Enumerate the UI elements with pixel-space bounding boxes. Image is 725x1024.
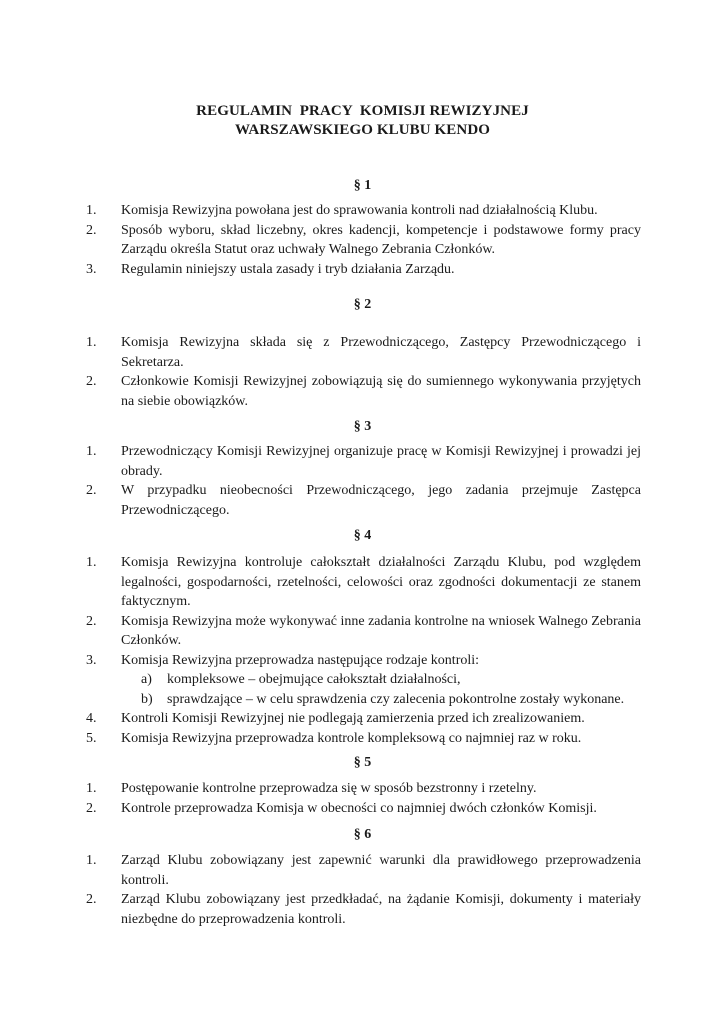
item-number: 4. xyxy=(86,711,97,726)
item-number: 2. xyxy=(86,613,97,629)
item-text: Sposób wyboru, skład liczebny, okres kadencji, kompetencje i podstawowe formy pracy Zarządu określa Statut oraz uchwały Walnego Zebrania Członków. xyxy=(121,222,641,257)
item-number: 1. xyxy=(86,853,97,868)
section-6-heading: § 6 xyxy=(353,827,372,842)
sub-item-letter: b) xyxy=(141,691,153,707)
item-text: Członkowie Komisji Rewizyjnej zobowiązują się do sumiennego wykonywania przyjętych na siebie obowiązków. xyxy=(121,374,641,409)
title-line-2: WARSZAWSKIEGO KLUBU KENDO xyxy=(234,122,491,138)
item-text: Komisja Rewizyjna może wykonywać inne zadania kontrolne na wniosek Walnego Zebrania Członków. xyxy=(121,613,641,648)
item-text: Komisja Rewizyjna powołana jest do sprawowania kontroli nad działalnością Klubu. xyxy=(121,203,598,218)
section-5-heading: § 5 xyxy=(353,755,372,770)
item-text: Zarząd Klubu zobowiązany jest przedkładać, na żądanie Komisji, dokumenty i materiały niezbędne do przeprowadzenia kontroli. xyxy=(121,892,641,927)
item-number: 1. xyxy=(86,555,97,570)
item-text: W przypadku nieobecności Przewodniczącego, jego zadania przejmuje Zastępca Przewodniczącego. xyxy=(121,483,641,518)
item-number: 1. xyxy=(86,781,97,796)
item-number: 3. xyxy=(86,652,97,668)
item-text: Komisja Rewizyjna kontroluje całokształt działalności Zarządu Klubu, pod względem legalności, gospodarności, rzetelności, celowości oraz zgodności dokumentacji ze stanem faktycznym. xyxy=(121,555,641,609)
document-title xyxy=(0,102,725,140)
item-text: Kontroli Komisji Rewizyjnej nie podlegają zamierzenia przed ich zrealizowaniem. xyxy=(121,711,585,726)
item-number: 1. xyxy=(86,335,97,350)
item-number: 5. xyxy=(86,730,97,746)
item-text: Postępowanie kontrolne przeprowadza się w sposób bezstronny i rzetelny. xyxy=(121,781,537,796)
item-number: 2. xyxy=(86,892,97,907)
item-number: 2. xyxy=(86,483,97,498)
item-number: 2. xyxy=(86,222,97,238)
section-3-heading: § 3 xyxy=(353,419,372,434)
item-text: Przewodniczący Komisji Rewizyjnej organizuje pracę w Komisji Rewizyjnej i prowadzi jej obrady. xyxy=(121,444,641,479)
sub-item-text: sprawdzające – w celu sprawdzenia czy zalecenia pokontrolne zostały wykonane. xyxy=(167,691,625,707)
item-number: 2. xyxy=(86,800,97,816)
section-4-heading: § 4 xyxy=(353,528,372,543)
item-text: Komisja Rewizyjna przeprowadza następujące rodzaje kontroli: xyxy=(121,652,480,668)
item-number: 1. xyxy=(86,444,97,459)
section-1-heading: § 1 xyxy=(353,178,372,193)
item-number: 2. xyxy=(86,374,97,389)
title-line-1: REGULAMIN PRACY KOMISJI REWIZYJNEJ xyxy=(196,103,529,119)
item-text: Regulamin niniejszy ustala zasady i tryb działania Zarządu. xyxy=(121,261,455,277)
item-number: 3. xyxy=(86,261,97,277)
item-text: Komisja Rewizyjna przeprowadza kontrole kompleksową co najmniej raz w roku. xyxy=(121,730,582,746)
section-2-heading: § 2 xyxy=(353,297,372,312)
item-text: Kontrole przeprowadza Komisja w obecności co najmniej dwóch członków Komisji. xyxy=(121,800,597,816)
item-text: Komisja Rewizyjna składa się z Przewodniczącego, Zastępcy Przewodniczącego i Sekretarza. xyxy=(121,335,641,370)
sub-item-text: kompleksowe – obejmujące całokształt działalności, xyxy=(167,672,461,687)
sub-item-letter: a) xyxy=(141,672,152,687)
item-number: 1. xyxy=(86,203,97,218)
item-text: Zarząd Klubu zobowiązany jest zapewnić warunki dla prawidłowego przeprowadzenia kontroli. xyxy=(121,853,641,888)
